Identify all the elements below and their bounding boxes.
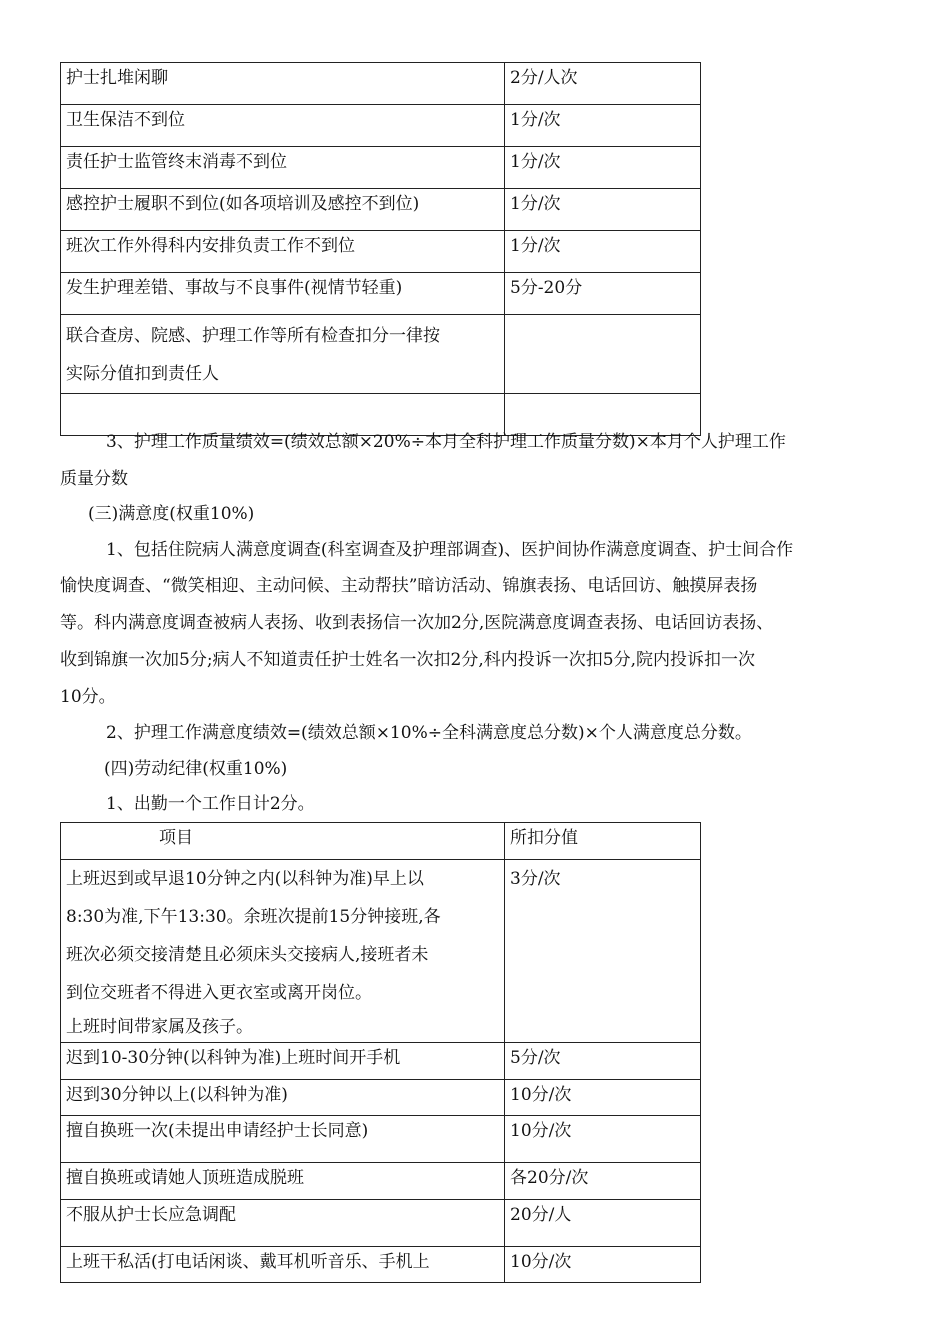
item-line: 到位交班者不得进入更衣室或离开岗位。 [66, 983, 372, 1003]
score-cell: 1分/次 [505, 147, 701, 189]
item-cell: 班次工作外得科内安排负责工作不到位 [61, 231, 505, 273]
paragraph-satisfaction-line [60, 532, 890, 569]
score-cell: 1分/次 [505, 231, 701, 273]
item-cell: 迟到30分钟以上(以科钟为准) [61, 1080, 505, 1116]
text-line: (三)满意度(权重10%) [88, 504, 255, 524]
item-cell: 上班干私活(打电话闲谈、戴耳机听音乐、手机上 [61, 1247, 505, 1283]
score-cell: 10分/次 [505, 1080, 701, 1116]
item-line: 实际分值扣到责任人 [66, 364, 219, 384]
paragraph-satisfaction-line [60, 568, 890, 605]
text-line: 2、护理工作满意度绩效=(绩效总额×10%÷全科满意度总分数)×个人满意度总分数。 [106, 723, 752, 743]
score-cell: 1分/次 [505, 105, 701, 147]
score-cell: 10分/次 [505, 1116, 701, 1163]
table-row [61, 63, 701, 105]
table-row [61, 231, 701, 273]
table-header-row [61, 823, 701, 860]
table-row [61, 1043, 701, 1080]
item-cell [61, 315, 505, 394]
deduction-table-2 [60, 822, 701, 1283]
paragraph-quality-formula [60, 424, 890, 461]
text-line: 等。科内满意度调查被病人表扬、收到表扬信一次加2分,医院满意度调查表扬、电话回访表扬、 [60, 613, 774, 633]
header-score: 所扣分值 [505, 823, 701, 860]
section-heading-discipline [104, 751, 934, 788]
table-row [61, 189, 701, 231]
text-line: 质量分数 [60, 469, 128, 489]
item-line: 上班时间带家属及孩子。 [66, 1017, 253, 1037]
score-cell: 10分/次 [505, 1247, 701, 1283]
item-cell: 感控护士履职不到位(如各项培训及感控不到位) [61, 189, 505, 231]
score-cell: 各20分/次 [505, 1163, 701, 1200]
item-line: 上班迟到或早退10分钟之内(以科钟为准)早上以 [66, 869, 424, 889]
score-cell: 5分/次 [505, 1043, 701, 1080]
table-row [61, 1200, 701, 1247]
paragraph-quality-formula-cont [60, 461, 890, 498]
table-row [61, 147, 701, 189]
item-line: 联合查房、院感、护理工作等所有检查扣分一律按 [66, 326, 440, 346]
text-line: 1、包括住院病人满意度调查(科室调查及护理部调查)、医护间协作满意度调查、护士间合作 [106, 540, 794, 560]
text-line: 收到锦旗一次加5分;病人不知道责任护士姓名一次扣2分,科内投诉一次扣5分,院内投诉扣一次 [60, 650, 755, 670]
item-cell [61, 860, 505, 1043]
text-line: (四)劳动纪律(权重10%) [104, 759, 288, 779]
table-row [61, 1080, 701, 1116]
paragraph-satisfaction-formula [60, 715, 890, 752]
score-cell: 5分-20分 [505, 273, 701, 315]
paragraph-satisfaction-line [60, 605, 890, 642]
item-cell: 不服从护士长应急调配 [61, 1200, 505, 1247]
section-heading-satisfaction [88, 496, 918, 533]
item-cell: 护士扎堆闲聊 [61, 63, 505, 105]
paragraph-attendance [106, 786, 936, 823]
item-cell: 迟到10-30分钟(以科钟为准)上班时间开手机 [61, 1043, 505, 1080]
score-cell: 20分/人 [505, 1200, 701, 1247]
table-row [61, 105, 701, 147]
item-cell: 发生护理差错、事故与不良事件(视情节轻重) [61, 273, 505, 315]
header-item: 项目 [61, 823, 505, 860]
text-line: 3、护理工作质量绩效=(绩效总额×20%÷本月全科护理工作质量分数)×本月个人护理工作 [106, 432, 786, 452]
score-cell: 3分/次 [505, 860, 701, 1043]
score-cell: 2分/人次 [505, 63, 701, 105]
table-row [61, 1163, 701, 1200]
table-row [61, 315, 701, 394]
item-line: 8:30为准,下午13:30。余班次提前15分钟接班,各 [66, 907, 441, 927]
table-row [61, 1247, 701, 1283]
table-row [61, 860, 701, 1043]
item-cell: 擅自换班一次(未提出申请经护士长同意) [61, 1116, 505, 1163]
paragraph-satisfaction-line [60, 679, 890, 716]
item-cell: 责任护士监管终末消毒不到位 [61, 147, 505, 189]
score-cell: 1分/次 [505, 189, 701, 231]
item-line: 班次必须交接清楚且必须床头交接病人,接班者未 [66, 945, 429, 965]
text-line: 愉快度调查、“微笑相迎、主动问候、主动帮扶”暗访活动、锦旗表扬、电话回访、触摸屏表扬 [60, 576, 758, 596]
item-cell: 擅自换班或请她人顶班造成脱班 [61, 1163, 505, 1200]
text-line: 1、出勤一个工作日计2分。 [106, 794, 315, 814]
text-line: 10分。 [60, 687, 116, 707]
paragraph-satisfaction-line [60, 642, 890, 679]
deduction-table-1 [60, 62, 701, 436]
score-cell [505, 315, 701, 394]
table-row [61, 1116, 701, 1163]
table-row [61, 273, 701, 315]
item-cell: 卫生保洁不到位 [61, 105, 505, 147]
